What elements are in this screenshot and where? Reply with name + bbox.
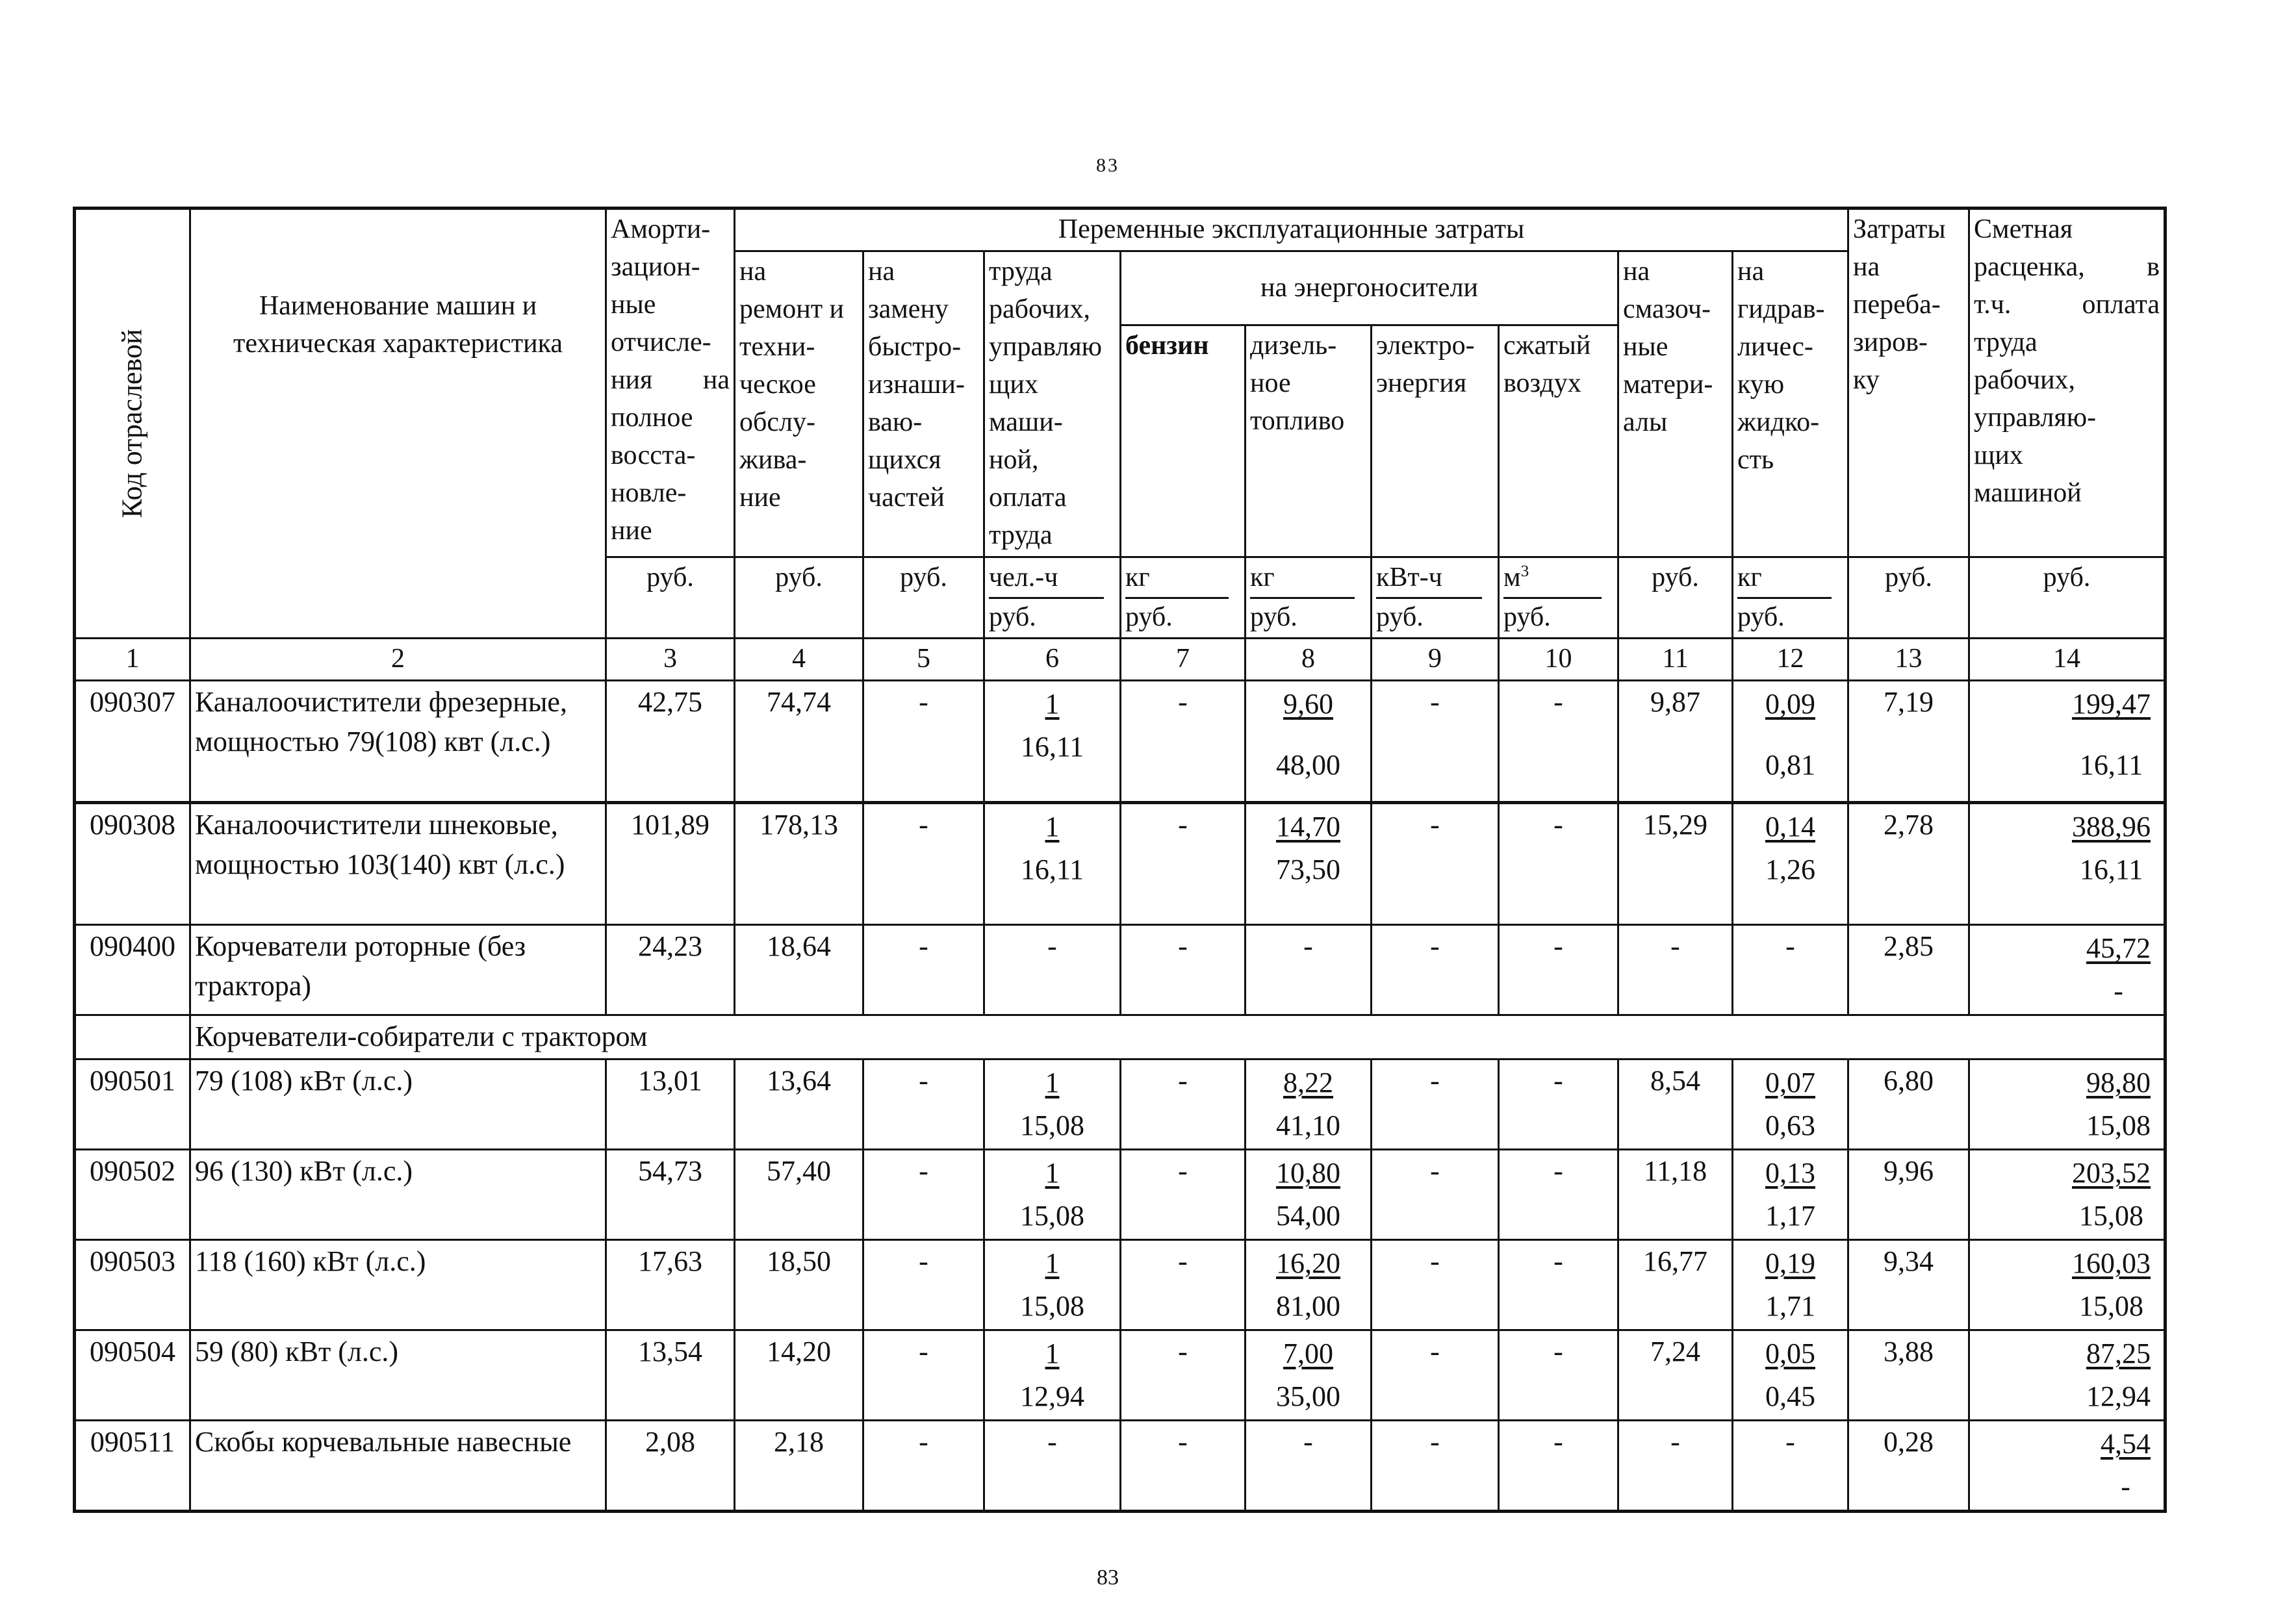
row-rate: $\frac{4,54}{-}$: [1969, 1421, 2166, 1512]
row-amort: 17,63: [606, 1240, 735, 1330]
row-amort: 54,73: [606, 1150, 735, 1240]
row-repair: 178,13: [735, 803, 863, 925]
group-code-cell: [75, 1015, 190, 1059]
row-code: 090307: [75, 681, 190, 803]
header-hydraulic: на гидрав- личес- кую жидко- сть: [1733, 251, 1848, 557]
unit-diesel: кг руб.: [1246, 557, 1372, 639]
row-amort: 2,08: [606, 1421, 735, 1512]
row-replace: -: [863, 1150, 984, 1240]
row-relocation: 9,96: [1848, 1150, 1969, 1240]
row-rate: $\frac{45,72}{-}$: [1969, 925, 2166, 1015]
row-rate: $\frac{160,03}{15,08}$: [1969, 1240, 2166, 1330]
row-replace: -: [863, 1330, 984, 1421]
row-hydraulic: $\frac{0,05}{0,45}$: [1733, 1330, 1848, 1421]
row-replace: -: [863, 1240, 984, 1330]
col-num: 3: [606, 639, 735, 681]
row-air: -: [1499, 1240, 1618, 1330]
unit-lube: руб.: [1618, 557, 1733, 639]
col-num: 8: [1246, 639, 1372, 681]
row-rate: $\frac{388,96}{16,11}$: [1969, 803, 2166, 925]
row-electric: -: [1372, 803, 1499, 925]
row-name: Скобы корчевальные навесные: [190, 1421, 606, 1512]
row-rate: $\frac{87,25}{12,94}$: [1969, 1330, 2166, 1421]
row-diesel: $\frac{9,60}{48,00}$: [1246, 681, 1372, 803]
unit-rate: руб.: [1969, 557, 2166, 639]
row-hydraulic: $\frac{0,14}{1,26}$: [1733, 803, 1848, 925]
row-relocation: 2,78: [1848, 803, 1969, 925]
row-rate: $\frac{98,80}{15,08}$: [1969, 1059, 2166, 1150]
row-air: -: [1499, 1059, 1618, 1150]
row-code: 090308: [75, 803, 190, 925]
unit-amort: руб.: [606, 557, 735, 639]
row-petrol: -: [1121, 925, 1246, 1015]
row-diesel: -: [1246, 1421, 1372, 1512]
row-code: 090504: [75, 1330, 190, 1421]
row-labor: $\frac{1}{15,08}$: [984, 1059, 1121, 1150]
cost-table: [73, 207, 2167, 1513]
table-row: [75, 681, 2166, 803]
row-lube: -: [1618, 1421, 1733, 1512]
row-hydraulic: $\frac{0,19}{1,71}$: [1733, 1240, 1848, 1330]
row-repair: 74,74: [735, 681, 863, 803]
row-repair: 18,64: [735, 925, 863, 1015]
row-replace: -: [863, 925, 984, 1015]
row-replace: -: [863, 681, 984, 803]
row-repair: 18,50: [735, 1240, 863, 1330]
row-repair: 14,20: [735, 1330, 863, 1421]
col-num: 12: [1733, 639, 1848, 681]
row-code: 090511: [75, 1421, 190, 1512]
unit-replace: руб.: [863, 557, 984, 639]
row-name: 79 (108) кВт (л.с.): [190, 1059, 606, 1150]
row-relocation: 7,19: [1848, 681, 1969, 803]
row-air: -: [1499, 1150, 1618, 1240]
col-num: 14: [1969, 639, 2166, 681]
row-diesel: $\frac{8,22}{41,10}$: [1246, 1059, 1372, 1150]
row-diesel: $\frac{14,70}{73,50}$: [1246, 803, 1372, 925]
col-num: 7: [1121, 639, 1246, 681]
row-replace: -: [863, 1059, 984, 1150]
col-num: 6: [984, 639, 1121, 681]
table-row: [75, 1240, 2166, 1330]
row-diesel: $\frac{7,00}{35,00}$: [1246, 1330, 1372, 1421]
row-repair: 57,40: [735, 1150, 863, 1240]
row-lube: 7,24: [1618, 1330, 1733, 1421]
header-code: Код отраслевой: [75, 209, 190, 639]
row-name: Каналоочистители шнековые, мощностью 103(140) квт (л.с.): [190, 803, 606, 925]
row-labor: $\frac{1}{15,08}$: [984, 1240, 1121, 1330]
row-amort: 13,01: [606, 1059, 735, 1150]
row-petrol: -: [1121, 1150, 1246, 1240]
page-number-bottom: 83: [1097, 1566, 1119, 1590]
header-relocation: Затраты на переба- зиров- ку: [1848, 209, 1969, 557]
header-labor: труда рабочих, управляю щих маши- ной, оплата труда: [984, 251, 1121, 557]
row-lube: -: [1618, 925, 1733, 1015]
row-lube: 16,77: [1618, 1240, 1733, 1330]
header-electric: электро- энергия: [1372, 325, 1499, 557]
row-diesel: -: [1246, 925, 1372, 1015]
row-electric: -: [1372, 925, 1499, 1015]
table-row: [75, 803, 2166, 925]
row-labor: $\frac{1}{16,11}$: [984, 681, 1121, 803]
row-relocation: 3,88: [1848, 1330, 1969, 1421]
row-relocation: 6,80: [1848, 1059, 1969, 1150]
row-labor: -: [984, 1421, 1121, 1512]
header-petrol: бензин: [1121, 325, 1246, 557]
row-petrol: -: [1121, 1421, 1246, 1512]
header-air: сжатый воздух: [1499, 325, 1618, 557]
row-air: -: [1499, 925, 1618, 1015]
row-hydraulic: $\frac{0,13}{1,17}$: [1733, 1150, 1848, 1240]
row-lube: 15,29: [1618, 803, 1733, 925]
col-num: 4: [735, 639, 863, 681]
table-row: [75, 925, 2166, 1015]
row-name: Каналоочистители фрезерные, мощностью 79(108) квт (л.с.): [190, 681, 606, 803]
row-code: 090400: [75, 925, 190, 1015]
row-air: -: [1499, 681, 1618, 803]
row-electric: -: [1372, 1421, 1499, 1512]
header-diesel: дизель- ное топливо: [1246, 325, 1372, 557]
col-num: 10: [1499, 639, 1618, 681]
row-petrol: -: [1121, 803, 1246, 925]
row-hydraulic: $\frac{0,09}{0,81}$: [1733, 681, 1848, 803]
header-lube: на смазоч- ные матери- алы: [1618, 251, 1733, 557]
group-row: [75, 1015, 2166, 1059]
row-code: 090501: [75, 1059, 190, 1150]
col-num: 9: [1372, 639, 1499, 681]
unit-electric: кВт-ч руб.: [1372, 557, 1499, 639]
row-petrol: -: [1121, 1240, 1246, 1330]
unit-air: $м^3$ руб.: [1499, 557, 1618, 639]
row-electric: -: [1372, 1150, 1499, 1240]
row-amort: 101,89: [606, 803, 735, 925]
row-relocation: 2,85: [1848, 925, 1969, 1015]
unit-labor: чел.-ч руб.: [984, 557, 1121, 639]
table-row: [75, 1059, 2166, 1150]
row-relocation: 0,28: [1848, 1421, 1969, 1512]
unit-relocation: руб.: [1848, 557, 1969, 639]
row-air: -: [1499, 803, 1618, 925]
row-lube: 9,87: [1618, 681, 1733, 803]
col-num: 13: [1848, 639, 1969, 681]
row-labor: $\frac{1}{15,08}$: [984, 1150, 1121, 1240]
row-replace: -: [863, 1421, 984, 1512]
row-hydraulic: -: [1733, 925, 1848, 1015]
row-diesel: $\frac{10,80}{54,00}$: [1246, 1150, 1372, 1240]
row-air: -: [1499, 1330, 1618, 1421]
row-lube: 8,54: [1618, 1059, 1733, 1150]
row-rate: $\frac{199,47}{16,11}$: [1969, 681, 2166, 803]
table-row: [75, 1421, 2166, 1512]
header-name: Наименование машин и техническая характеристика: [190, 209, 606, 639]
row-electric: -: [1372, 1240, 1499, 1330]
row-code: 090502: [75, 1150, 190, 1240]
unit-repair: руб.: [735, 557, 863, 639]
row-electric: -: [1372, 681, 1499, 803]
row-labor: $\frac{1}{16,11}$: [984, 803, 1121, 925]
unit-hydraulic: кг руб.: [1733, 557, 1848, 639]
row-lube: 11,18: [1618, 1150, 1733, 1240]
header-variable-costs: Переменные эксплуатационные затраты: [735, 209, 1848, 251]
header-energy: на энергоносители: [1121, 251, 1618, 325]
page-number-top: 83: [1096, 155, 1119, 176]
row-code: 090503: [75, 1240, 190, 1330]
header-amort: Аморти- зацион- ные отчисле- ния на полное восста- новле- ние: [606, 209, 735, 557]
row-name: 96 (130) кВт (л.с.): [190, 1150, 606, 1240]
row-hydraulic: $\frac{0,07}{0,63}$: [1733, 1059, 1848, 1150]
row-labor: $\frac{1}{12,94}$: [984, 1330, 1121, 1421]
row-repair: 2,18: [735, 1421, 863, 1512]
col-num: 2: [190, 639, 606, 681]
row-repair: 13,64: [735, 1059, 863, 1150]
row-replace: -: [863, 803, 984, 925]
row-rate: $\frac{203,52}{15,08}$: [1969, 1150, 2166, 1240]
table-row: [75, 1150, 2166, 1240]
header-rate: Сметная расценка, в т.ч. оплата труда рабочих, управляю- щих машиной: [1969, 209, 2166, 557]
row-amort: 24,23: [606, 925, 735, 1015]
row-hydraulic: -: [1733, 1421, 1848, 1512]
row-name: Корчеватели роторные (без трактора): [190, 925, 606, 1015]
group-label: Корчеватели-собиратели с трактором: [190, 1015, 2166, 1059]
header-repair: на ремонт и техни- ческое обслу- жива- ние: [735, 251, 863, 557]
unit-petrol: кг руб.: [1121, 557, 1246, 639]
row-diesel: $\frac{16,20}{81,00}$: [1246, 1240, 1372, 1330]
row-relocation: 9,34: [1848, 1240, 1969, 1330]
row-labor: -: [984, 925, 1121, 1015]
row-electric: -: [1372, 1059, 1499, 1150]
row-petrol: -: [1121, 681, 1246, 803]
column-numbers-row: [75, 639, 2166, 681]
row-electric: -: [1372, 1330, 1499, 1421]
row-amort: 42,75: [606, 681, 735, 803]
header-replace: на замену быстро- изнаши- ваю- щихся частей: [863, 251, 984, 557]
row-amort: 13,54: [606, 1330, 735, 1421]
row-air: -: [1499, 1421, 1618, 1512]
col-num: 11: [1618, 639, 1733, 681]
row-petrol: -: [1121, 1059, 1246, 1150]
row-name: 59 (80) кВт (л.с.): [190, 1330, 606, 1421]
row-petrol: -: [1121, 1330, 1246, 1421]
col-num: 1: [75, 639, 190, 681]
row-name: 118 (160) кВт (л.с.): [190, 1240, 606, 1330]
col-num: 5: [863, 639, 984, 681]
table-row: [75, 1330, 2166, 1421]
